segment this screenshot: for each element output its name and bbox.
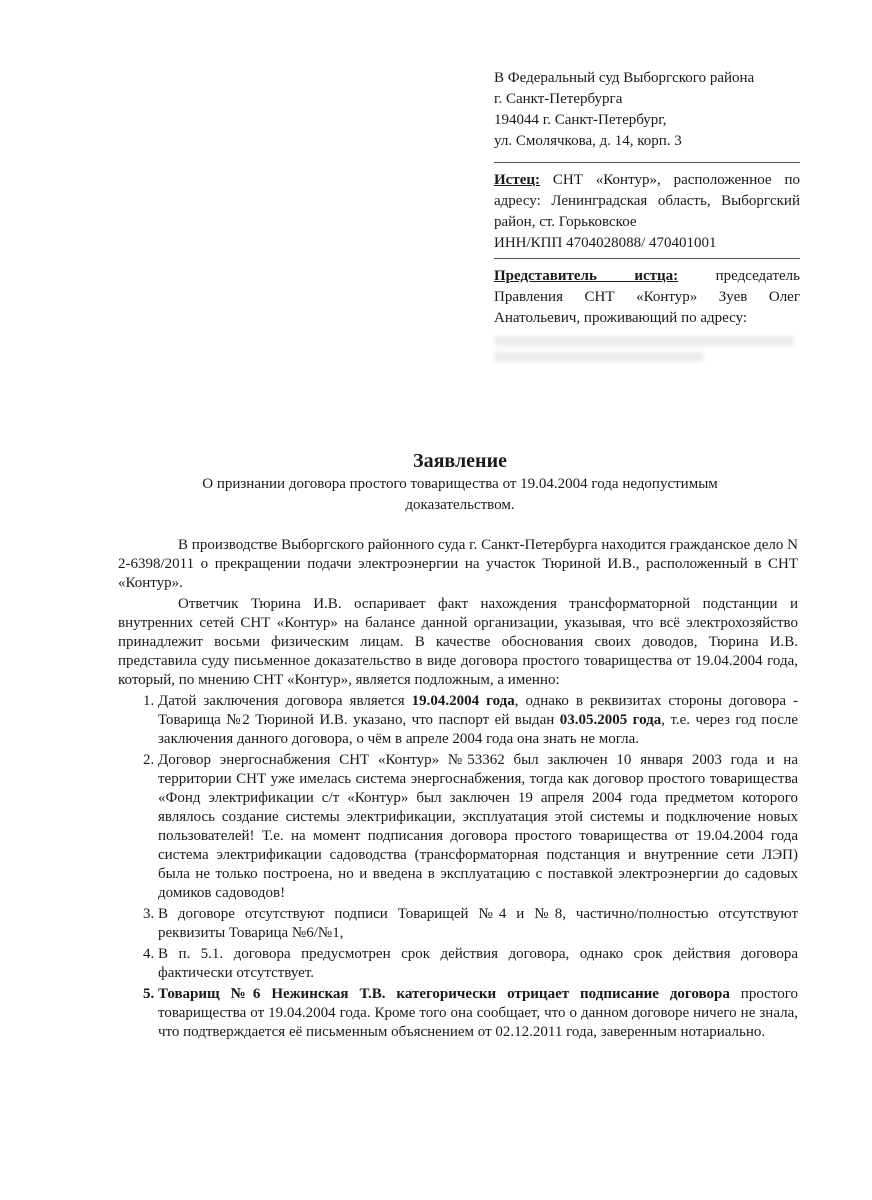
plaintiff-label: Истец: [494, 172, 540, 188]
representative-label: Представитель истца: [494, 268, 679, 284]
claims-list [118, 692, 798, 1042]
claim-item: 1. Датой заключения договора является 19.04.2004 года, однако в реквизитах стороны договора - Товарища №2 Тюриной И.В. указано, что паспорт ей выдан 03.05.2005 года, т.е. через год после заключения данного договора, о чём в апреле 2004 года она знать не могла. [158, 692, 798, 749]
claim-item: 3. В договоре отсутствуют подписи Товарищей №4 и №8, частично/полностью отсутствуют реквизиты Товарица №6/№1, [158, 905, 798, 943]
recipient-line: 194044 г. Санкт-Петербург, [494, 112, 667, 128]
document-subtitle: О признании договора простого товарищества от 19.04.2004 года недопустимым доказательством. [202, 476, 718, 513]
representative-text: председатель Правления СНТ «Контур» Зуев Олег Анатольевич, проживающий по адресу: [494, 268, 800, 326]
redacted-address [494, 330, 798, 368]
claim-item: 5. Товарищ №6 Нежинская Т.В. категорически отрицает подписание договора простого товарищества от 19.04.2004 года. Кроме того она сообщает, что о данном договоре ничего не знала, что подтверждается её письменным объяснением от 02.12.2011 года, заверенным нотариально. [158, 985, 798, 1042]
recipient-line: В Федеральный суд Выборгского района [494, 70, 755, 86]
recipient-line: г. Санкт-Петербурга [494, 91, 623, 107]
divider [494, 258, 800, 259]
plaintiff-block [494, 170, 800, 254]
divider [494, 162, 800, 163]
claim-item: 4. В п. 5.1. договора предусмотрен срок действия договора, однако срок действия договора фактически отсутствует. [158, 945, 798, 983]
body-paragraph: В производстве Выборгского районного суда г. Санкт-Петербурга находится гражданское дело N 2-6398/2011 о прекращении подачи электроэнергии на участок Тюриной И.В., расположенный в СНТ «Контур». [118, 537, 798, 591]
representative-block [494, 266, 800, 329]
document-title: Заявление [413, 450, 507, 472]
body-paragraph: Ответчик Тюрина И.В. оспаривает факт нахождения трансформаторной подстанции и внутренних сетей СНТ «Контур» на балансе данной организации, указывая, что всё электрохозяйство принадлежит восьми физическим лицам. В качестве обоснования своих доводов, Тюрина И.В. представила суду письменное доказательство в виде договора простого товарищества от 19.04.2004 года, который, по мнению СНТ «Контур», является подложным, а именно: [118, 596, 798, 688]
document-body [118, 536, 798, 1044]
plaintiff-text: СНТ «Контур», расположенное по адресу: Ленинградская область, Выборгский район, ст. Горьковское [494, 172, 800, 230]
recipient-line: ул. Смолячкова, д. 14, корп. 3 [494, 133, 682, 149]
plaintiff-inn: ИНН/КПП 4704028088/ 470401001 [494, 235, 717, 251]
recipient-address [494, 68, 800, 152]
claim-item: 2. Договор энергоснабжения СНТ «Контур» №53362 был заключен 10 января 2003 года и на территории СНТ уже имелась система энергоснабжения, тогда как договор простого товарищества «Фонд электрификации с/т «Контур» был заключен 19 апреля 2004 года предметом которого являлось создание системы электрификации, эксплуатация этой системы и подключение новых пользователей! Т.е. на момент подписания договора простого товарищества от 19.04.2004 года система электрификации садоводства (трансформаторная подстанция и внутренние сети ЛЭП) была не только построена, но и введена в эксплуатацию с поставкой электроэнергии до садовых домиков садоводов! [158, 751, 798, 903]
